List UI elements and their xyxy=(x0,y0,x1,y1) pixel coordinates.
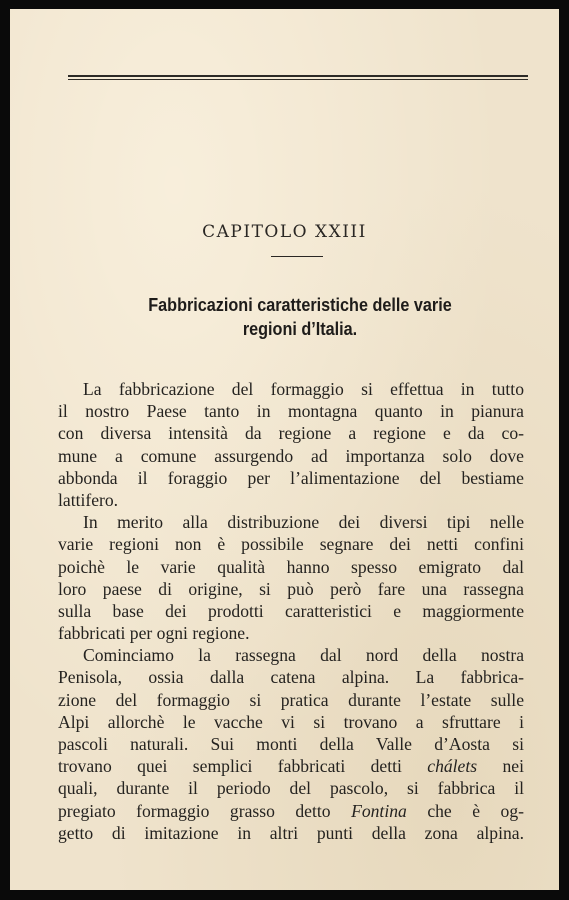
text-run: che è og- xyxy=(427,800,525,821)
text-line: Alpi allorchè le vacche vi si trovano a sfruttare i xyxy=(58,711,524,732)
text-line xyxy=(58,755,524,777)
chapter-title xyxy=(93,293,507,341)
text-line: poichè le varie qualità hanno spesso emigrato dal xyxy=(58,556,524,577)
body-text xyxy=(58,378,524,844)
text-line: loro paese di origine, si può però fare una rassegna xyxy=(58,578,524,599)
text-line: mune a comune assurgendo ad importanza solo dove xyxy=(58,445,524,466)
text-line: varie regioni non è possibile segnare dei netti confini xyxy=(58,534,524,555)
text-line: In merito alla distribuzione dei diversi tipi nelle xyxy=(83,512,524,533)
text-line: fabbricati per ogni regione. xyxy=(58,623,250,644)
header-double-rule xyxy=(68,75,528,80)
text-line: Cominciamo la rassegna dal nord della nostra xyxy=(83,645,524,666)
text-line: sulla base dei prodotti caratteristici e maggiormente xyxy=(58,600,524,621)
text-line: Penisola, ossia dalla catena alpina. La fabbrica- xyxy=(58,667,524,688)
chapter-underline xyxy=(271,256,323,257)
text-line xyxy=(58,800,524,822)
text-line: pascoli naturali. Sui monti della Valle d’Aosta si xyxy=(58,734,524,754)
chapter-heading: CAPITOLO XXIII xyxy=(202,222,367,242)
text-run: trovano quei semplici fabbricati detti xyxy=(58,756,402,777)
text-line: il nostro Paese tanto in montagna quanto in pianura xyxy=(58,401,524,422)
text-line: abbonda il foraggio per l’alimentazione del bestiame xyxy=(58,467,524,488)
text-line: La fabbricazione del formaggio si effettua in tutto xyxy=(83,379,524,399)
text-line: zione del formaggio si pratica durante l’estate sulle xyxy=(58,689,524,710)
text-line: con diversa intensità da regione a regione e da co- xyxy=(58,423,524,444)
text-run: nei xyxy=(502,756,524,777)
chapter-title-line: Fabbricazioni caratteristiche delle varie xyxy=(148,295,452,315)
text-run: pregiato formaggio grasso detto xyxy=(58,800,331,821)
chapter-title-line: regioni d’Italia. xyxy=(242,319,358,339)
text-line: getto di imitazione in altri punti della zona alpina. xyxy=(58,822,524,843)
book-page xyxy=(10,9,559,890)
text-line: lattifero. xyxy=(58,489,119,510)
italic-term: Fontina xyxy=(351,800,407,821)
text-line: quali, durante il periodo del pascolo, si fabbrica il xyxy=(58,778,524,799)
italic-term: chálets xyxy=(427,756,478,777)
